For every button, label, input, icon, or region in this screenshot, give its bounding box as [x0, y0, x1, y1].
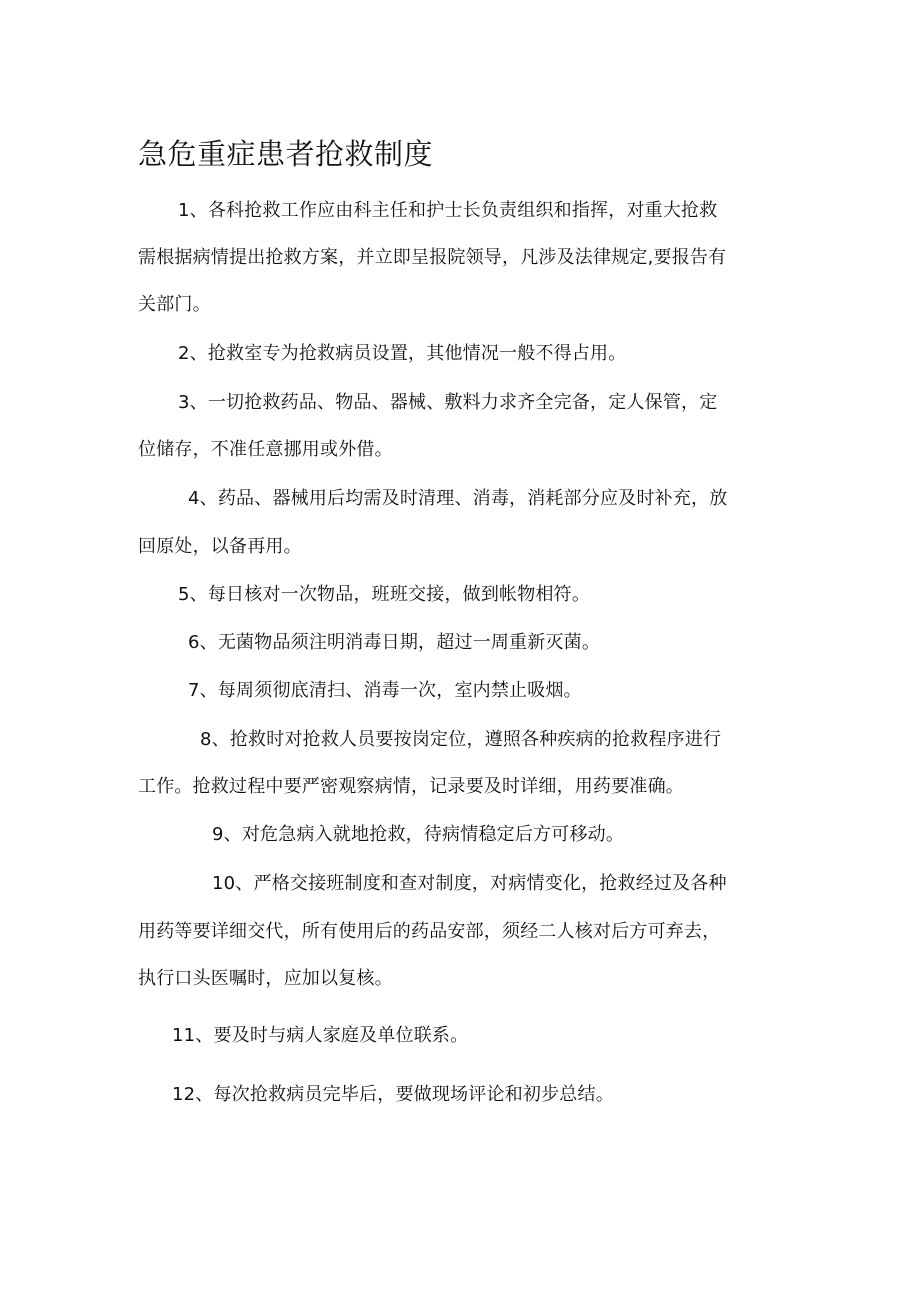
- paragraph-6: 6、无菌物品须注明消毒日期，超过一周重新灭菌。: [188, 632, 601, 653]
- paragraph-3-line-1: 3、一切抢救药品、物品、器械、敷料力求齐全完备，定人保管，定: [178, 392, 718, 413]
- paragraph-9: 9、对危急病入就地抢救，待病情稳定后方可移动。: [212, 824, 625, 845]
- document-title: 急危重症患者抢救制度: [138, 137, 434, 171]
- paragraph-5: 5、每日核对一次物品，班班交接，做到帐物相符。: [178, 584, 591, 605]
- paragraph-1-line-3: 关部门。: [138, 294, 211, 315]
- paragraph-10-line-3: 执行口头医嘱时，应加以复核。: [138, 968, 393, 989]
- paragraph-12: 12、每次抢救病员完毕后，要做现场评论和初步总结。: [172, 1084, 614, 1105]
- paragraph-8-line-1: 8、抢救时对抢救人员要按岗定位，遵照各种疾病的抢救程序进行: [200, 729, 722, 750]
- paragraph-4-line-2: 回原处，以备再用。: [138, 536, 302, 557]
- paragraph-7: 7、每周须彻底清扫、消毒一次，室内禁止吸烟。: [188, 680, 582, 701]
- paragraph-10-line-1: 10、严格交接班制度和查对制度，对病情变化，抢救经过及各种: [212, 873, 727, 894]
- paragraph-8-line-2: 工作。抢救过程中要严密观察病情，记录要及时详细，用药要准确。: [138, 776, 684, 797]
- paragraph-11: 11、要及时与病人家庭及单位联系。: [172, 1025, 469, 1046]
- paragraph-1-line-1: 1、各科抢救工作应由科主任和护士长负责组织和指挥，对重大抢救: [178, 200, 718, 221]
- paragraph-10-line-2: 用药等要详细交代，所有使用后的药品安部，须经二人核对后方可弃去，: [138, 921, 721, 942]
- paragraph-1-line-2: 需根据病情提出抢救方案，并立即呈报院领导，凡涉及法律规定,要报告有: [138, 247, 727, 268]
- paragraph-2: 2、抢救室专为抢救病员设置，其他情况一般不得占用。: [178, 343, 627, 364]
- paragraph-4-line-1: 4、药品、器械用后均需及时清理、消毒，消耗部分应及时补充，放: [188, 488, 728, 509]
- paragraph-3-line-2: 位储存，不准任意挪用或外借。: [138, 439, 393, 460]
